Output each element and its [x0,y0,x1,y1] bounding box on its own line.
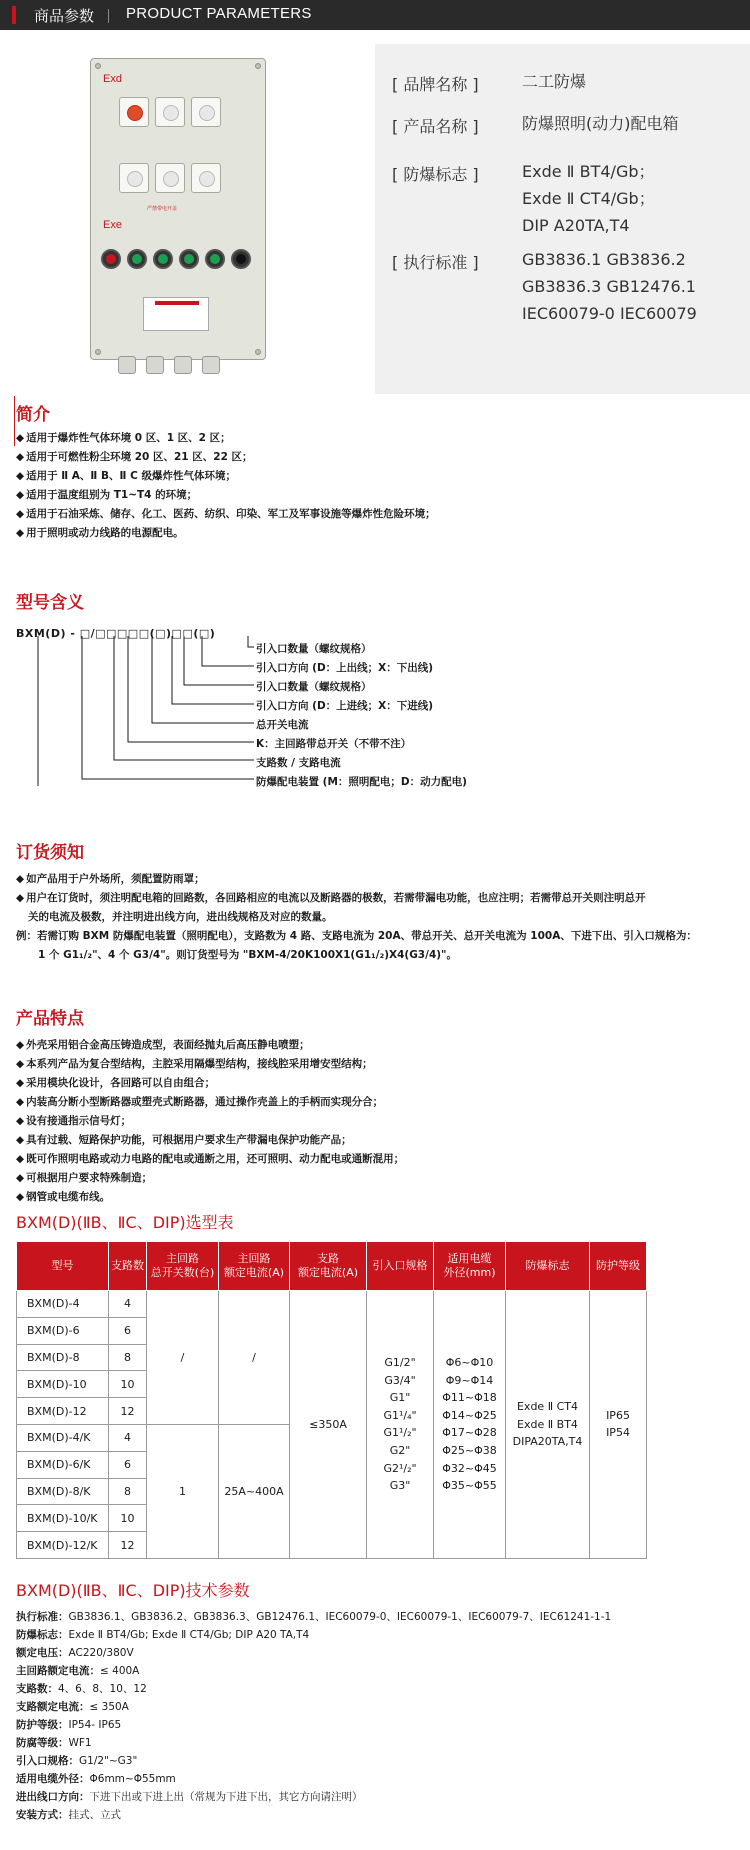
model-desc: 引入口数量（螺纹规格） [256,643,372,655]
intro-item: ◆ 用于照明或动力线路的电源配电。 [16,525,184,540]
exe-label: Exe [103,219,122,231]
order-item: ◆ 用户在订货时，须注明配电箱的回路数，各回路相应的电流以及断路器的极数，若需带漏电功能，也应注明；若需带总开关则注明总开 [16,890,646,905]
nameplate-stripe [155,301,199,305]
breaker-icon [119,163,149,193]
header-title-en: PRODUCT PARAMETERS [126,5,312,22]
model-desc: 引入口数量（螺纹规格） [256,681,372,693]
table-row: BXM(D)-4/K 4 1 25A~400A [17,1424,647,1451]
feature-item: ◆ 具有过载、短路保护功能，可根据用户要求生产带漏电保护功能产品； [16,1132,352,1147]
header-divider [108,9,109,23]
intro-item: ◆ 适用于 Ⅱ A、Ⅱ B、Ⅱ C 级爆炸性气体环境； [16,468,236,483]
model-desc: K：主回路带总开关（不带不注） [256,738,412,750]
table-row: BXM(D)-10 10 [17,1371,647,1398]
feature-item: ◆ 既可作照明电路或动力电路的配电或通断之用，还可照明、动力配电或通断混用； [16,1151,404,1166]
model-diagram [0,636,260,786]
product-image [0,44,375,394]
switches-group2: 1 [147,1424,219,1558]
col-header: 支路 额定电流(A) [290,1242,367,1291]
col-header: 适用电缆 外径(mm) [434,1242,506,1291]
red-lamp-icon [101,249,121,269]
green-lamp-icon [153,249,173,269]
tech-row: 防腐等级：WF1 [16,1737,92,1749]
table-header-row [17,1242,647,1291]
main-switch-icon [119,97,149,127]
inlet-specs: G1/2" G3/4" G1" G1¹/₄" G1¹/₂" G2" G2¹/₂" G3" [367,1291,434,1559]
table-row: BXM(D)-6/K 6 [17,1451,647,1478]
feature-item: ◆ 本系列产品为复合型结构，主腔采用隔爆型结构，接线腔采用增安型结构； [16,1056,373,1071]
green-lamp-icon [179,249,199,269]
selection-title: BXM(D)(ⅡB、ⅡC、DIP)选型表 [16,1213,234,1232]
col-header: 引入口规格 [367,1242,434,1291]
main-current-group2: 25A~400A [219,1424,290,1558]
breaker-icon [155,163,185,193]
model-desc: 总开关电流 [256,719,309,731]
feature-item: ◆ 可根据用户要求特殊制造； [16,1170,152,1185]
tech-row: 安装方式：挂式、立式 [16,1809,121,1821]
order-title: 订货须知 [16,843,84,863]
model-desc: 防爆配电装置 (M：照明配电；D：动力配电) [256,776,467,788]
tech-row: 进出线口方向：下进下出或下进上出（常规为下进下出，其它方向请注明） [16,1791,363,1803]
tech-row: 适用电缆外径：Φ6mm~Φ55mm [16,1773,176,1785]
selection-table [16,1241,647,1559]
feature-item: ◆ 钢管或电缆布线。 [16,1189,110,1204]
col-header: 主回路 额定电流(A) [219,1242,290,1291]
tech-title: BXM(D)(ⅡB、ⅡC、DIP)技术参数 [16,1581,250,1600]
order-example-cont: 1 个 G1₁/₂"、4 个 G3/4"。则订货型号为 "BXM-4/20K100X1(G1₁/₂)X4(G3/4)"。 [38,949,458,961]
intro-item: ◆ 适用于温度组别为 T1~T4 的环境； [16,487,197,502]
model-code: BXM(D) - □/□□□□□(□)□□(□) [16,627,216,640]
header-title-cn: 商品参数 [34,7,95,25]
tech-row: 主回路额定电流：≤ 400A [16,1665,140,1677]
tech-row: 防护等级：IP54- IP65 [16,1719,122,1731]
table-row: BXM(D)-12/K 12 [17,1532,647,1559]
protection-grade: IP65 IP54 [590,1291,647,1559]
features-title: 产品特点 [16,1009,84,1029]
col-header: 型号 [17,1242,109,1291]
model-title: 型号含义 [16,593,84,613]
product-hero: Exd 严禁带电开盖 Exe [ 品牌名称 ] 二工防爆 [ 产品名称 ] 防爆照明(动力)配电箱 [ 防爆标志 ] Exde Ⅱ BT4/Gb； Exde Ⅱ CT4/Gb； DIP A20TA,T4 [ 执行标准 ] GB3836.1 GB3836.2 GB3836.3 GB12476.1 IEC60079-0 IEC60079 [0,44,750,394]
order-example: 例：若需订购 BXM 防爆配电装置（照明配电），支路数为 4 路、支路电流为 20A、带总开关、总开关电流为 100A、下进下出、引入口规格为： [16,930,697,942]
header-accent [12,6,16,24]
breaker-icon [191,97,221,127]
green-lamp-icon [127,249,147,269]
feature-item: ◆ 设有接通指示信号灯； [16,1113,131,1128]
exd-label: Exd [103,73,122,85]
table-row: BXM(D)-4 4 / / ≤350A G1/2" G3/4" G1" G1¹/₄" G1¹/₂" G2" G2¹/₂" G3" Φ6~Φ10 Φ9~Φ14 Φ11~Φ18 Φ14~Φ25 Φ17~Φ28 Φ25~Φ38 Φ32~Φ45 Φ35~Φ55 Exde Ⅱ CT4 Exde Ⅱ BT4 DIPA20TA,T4 IP65 IP54 [17,1291,647,1318]
feature-item: ◆ 采用模块化设计，各回路可以自由组合； [16,1075,215,1090]
branch-current: ≤350A [290,1291,367,1559]
switches-group1: / [147,1291,219,1425]
feature-item: ◆ 外壳采用铝合金高压铸造成型，表面经抛丸后高压静电喷塑； [16,1037,310,1052]
table-row: BXM(D)-6 6 [17,1317,647,1344]
breaker-icon [155,97,185,127]
tech-row: 执行标准：GB3836.1、GB3836.2、GB3836.3、GB12476.1、IEC60079-0、IEC60079-1、IEC60079-7、IEC61241-1-1 [16,1611,612,1623]
breaker-icon [191,163,221,193]
col-header: 主回路 总开关数(台) [147,1242,219,1291]
col-header: 防护等级 [590,1242,647,1291]
model-desc: 引入口方向 (D：上进线；X：下进线) [256,700,434,712]
section-rule [14,396,15,446]
main-current-group1: / [219,1291,290,1425]
col-header: 防爆标志 [506,1242,590,1291]
tech-row: 防爆标志：Exde Ⅱ BT4/Gb; Exde Ⅱ CT4/Gb; DIP A20 TA,T4 [16,1629,310,1641]
order-item: ◆ 如产品用于户外场所，须配置防雨罩； [16,871,205,886]
intro-item: ◆ 适用于石油采炼、储存、化工、医药、纺织、印染、军工及军事设施等爆炸性危险环境； [16,506,436,521]
table-row: BXM(D)-8/K 8 [17,1478,647,1505]
table-row: BXM(D)-12 12 [17,1398,647,1425]
warning-label: 严禁带电开盖 [147,206,178,212]
cable-gland-icon [174,356,192,374]
tech-row: 额定电压：AC220/380V [16,1647,134,1659]
green-lamp-icon [205,249,225,269]
tech-row: 引入口规格：G1/2"~G3" [16,1755,138,1767]
order-item-cont: 关的电流及极数，并注明进出线方向，进出线规格及对应的数量。 [28,911,333,923]
cable-gland-icon [202,356,220,374]
model-desc: 引入口方向 (D：上出线；X：下出线) [256,662,434,674]
feature-item: ◆ 内装高分断小型断路器或塑壳式断路器，通过操作壳盖上的手柄而实现分合； [16,1094,383,1109]
model-desc: 支路数 / 支路电流 [256,757,341,769]
table-row: BXM(D)-10/K 10 [17,1505,647,1532]
col-header: 支路数 [109,1242,147,1291]
intro-title: 简介 [16,405,50,425]
cable-gland-icon [118,356,136,374]
intro-item: ◆ 适用于爆炸性气体环境 0 区、1 区、2 区； [16,430,231,445]
table-row: BXM(D)-8 8 [17,1344,647,1371]
tech-row: 支路数：4、6、8、10、12 [16,1683,147,1695]
black-button-icon [231,249,251,269]
header-bar [0,0,750,30]
tech-row: 支路额定电流：≤ 350A [16,1701,129,1713]
distribution-box-illustration [90,58,266,360]
intro-item: ◆ 适用于可燃性粉尘环境 20 区、21 区、22 区； [16,449,253,464]
cable-gland-icon [146,356,164,374]
ex-marking: Exde Ⅱ CT4 Exde Ⅱ BT4 DIPA20TA,T4 [506,1291,590,1559]
cable-od: Φ6~Φ10 Φ9~Φ14 Φ11~Φ18 Φ14~Φ25 Φ17~Φ28 Φ25~Φ38 Φ32~Φ45 Φ35~Φ55 [434,1291,506,1559]
